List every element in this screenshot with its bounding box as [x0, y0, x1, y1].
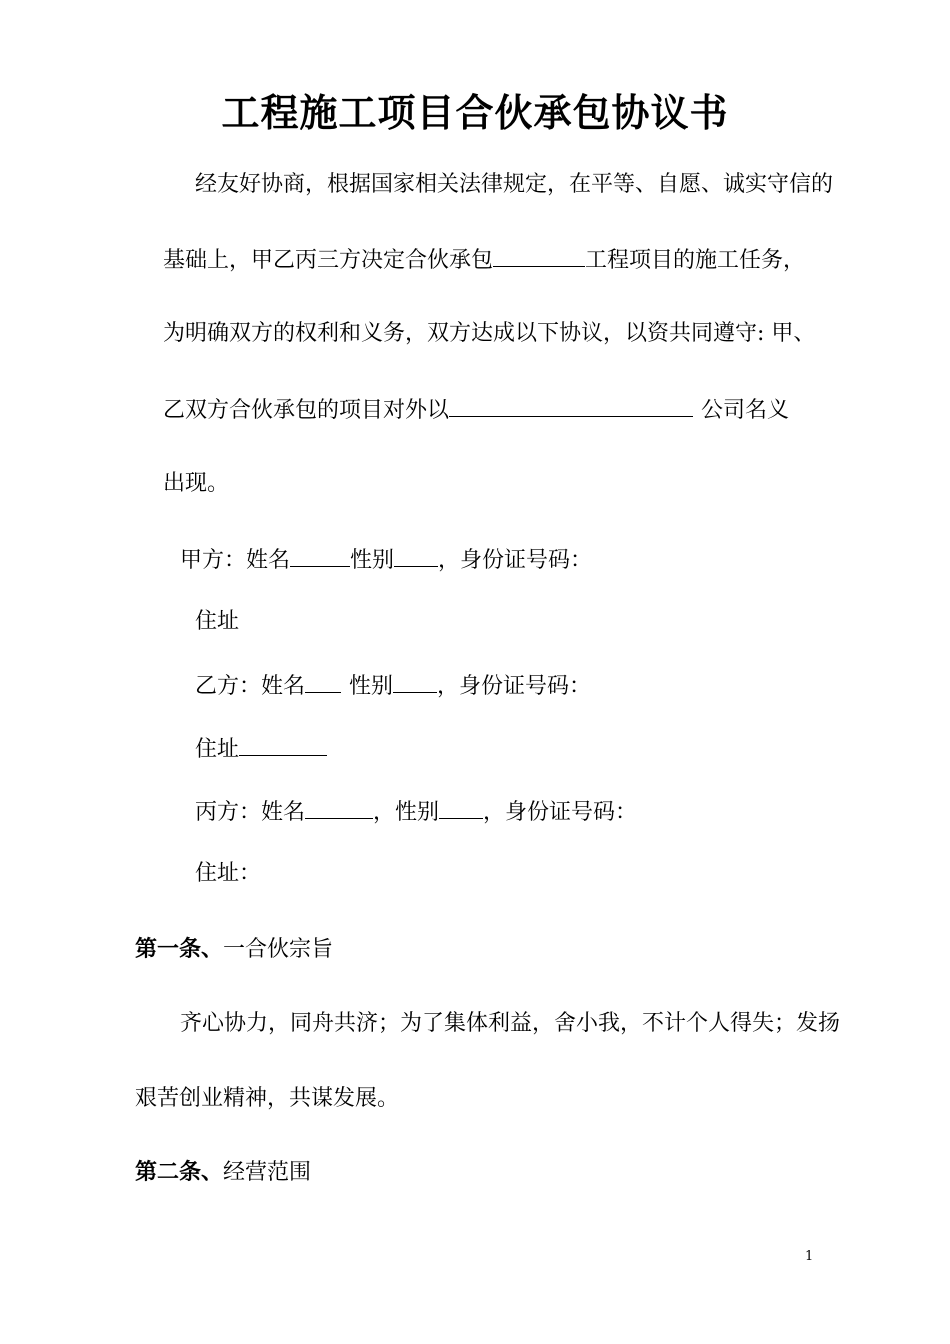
party-c-gender-label: ，性别: [373, 800, 440, 825]
intro-line-2-text-a: 基础上，甲乙丙三方决定合伙承包: [163, 248, 494, 273]
intro-line-4-text-b: 公司名义: [701, 398, 790, 423]
party-b-address-label: 住址: [195, 737, 240, 762]
intro-line-2-text-b: 工程项目的施工任务，: [585, 248, 806, 273]
article-2-heading: [135, 1157, 311, 1188]
party-a-name-blank: [290, 544, 350, 567]
article-1-line-2: 艰苦创业精神，共谋发展。: [135, 1086, 400, 1111]
party-b-id-label: ，身份证号码：: [437, 674, 592, 699]
party-a-gender-blank: [394, 544, 438, 567]
article-2-number: 第二条、: [135, 1159, 224, 1185]
party-b-name-label: 乙方：姓名: [195, 674, 306, 699]
party-c-gender-blank: [439, 796, 483, 819]
article-1-title: 一合伙宗旨: [223, 937, 334, 962]
party-c-name-blank: [305, 796, 373, 819]
party-c-id-label: ，身份证号码：: [483, 800, 638, 825]
intro-line-2: [163, 244, 805, 276]
intro-line-5: 出现。: [163, 471, 230, 496]
party-b-address-line: [195, 733, 327, 765]
party-a-name-label: 甲方：姓名: [180, 548, 291, 573]
article-1-number: 第一条、: [135, 936, 224, 962]
company-name-blank: [449, 394, 693, 417]
party-b-gender-blank: [393, 670, 437, 693]
party-c-address: 住址：: [195, 861, 262, 886]
article-2-title: 经营范围: [223, 1160, 312, 1185]
intro-line-3: 为明确双方的权利和义务，双方达成以下协议，以资共同遵守: 甲、: [163, 321, 816, 346]
party-c-line: [195, 796, 637, 828]
party-b-address-blank: [239, 733, 327, 756]
party-a-id-label: ，身份证号码：: [438, 548, 593, 573]
party-a-gender-label: 性别: [350, 548, 395, 573]
intro-line-4-text-a: 乙双方合伙承包的项目对外以: [163, 398, 450, 423]
project-name-blank: [493, 244, 585, 267]
intro-line-4: [163, 394, 789, 426]
party-b-line: [195, 670, 591, 702]
party-b-gender-label: 性别: [349, 674, 394, 699]
page-number: 1: [805, 1249, 814, 1264]
article-1-line-1: 齐心协力，同舟共济；为了集体利益，舍小我，不计个人得失；发扬: [180, 1011, 841, 1036]
party-b-name-blank: [305, 670, 341, 693]
article-1-heading: [135, 934, 333, 965]
party-a-address: 住址: [195, 609, 240, 634]
intro-line-1: 经友好协商，根据国家相关法律规定，在平等、自愿、诚实守信的: [195, 172, 834, 197]
party-a-line: [180, 544, 592, 576]
document-title: 工程施工项目合伙承包协议书: [221, 90, 729, 135]
party-c-name-label: 丙方：姓名: [195, 800, 306, 825]
